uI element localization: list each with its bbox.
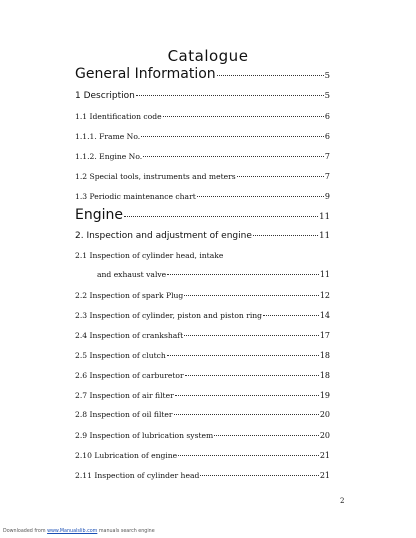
toc-leader [175,395,319,396]
toc-entry-label: 1.2 Special tools, instruments and meters [75,172,236,181]
toc-leader [167,355,319,356]
toc-leader [141,136,324,137]
toc-entry [75,451,330,460]
toc-entry [75,132,330,141]
footer-suffix: manuals search engine [98,529,155,534]
toc-entry-label: 2.5 Inspection of clutch [75,351,166,360]
toc-entry [75,66,330,82]
manualslib-link[interactable]: www.Manualslib.com [47,529,98,534]
toc-leader [253,235,318,236]
toc-entry-label: 2.6 Inspection of carburetor [75,371,184,380]
toc-entry-page: 17 [319,331,330,340]
toc-entry [75,391,330,400]
toc-leader [167,274,319,275]
toc-entry-page: 18 [319,351,330,360]
page-title: Catalogue [167,47,249,65]
toc-leader [184,295,319,296]
toc-entry-label: 2.10 Lubrication of engine [75,451,178,460]
toc-entry [75,207,330,223]
toc-entry [75,152,330,161]
toc-entry [75,291,330,300]
toc-entry-label: 2.2 Inspection of spark Plug [75,291,184,300]
toc-entry [75,351,330,360]
toc-leader [184,335,319,336]
toc-entry-page: 11 [319,231,330,241]
toc-entry-page: 12 [319,291,330,300]
toc-leader [185,375,319,376]
toc-entry-page: 7 [324,152,330,161]
toc-entry-label: 2.11 Inspection of cylinder head [75,471,200,480]
toc-entry-page: 6 [324,112,330,121]
toc-leader [197,196,324,197]
toc-entry [75,172,330,181]
toc-entry-page: 7 [324,172,330,181]
toc-entry-page: 19 [319,391,330,400]
toc-leader [174,414,319,415]
download-footer [3,529,155,534]
toc-leader [263,315,319,316]
toc-entry-page: 6 [324,132,330,141]
toc-entry-page: 21 [319,451,330,460]
toc-entry [75,331,330,340]
toc-entry-page: 18 [319,371,330,380]
toc-entry-page: 14 [319,311,330,320]
toc-entry-label: 1.1 Identification code [75,112,162,121]
toc-leader [214,435,319,436]
toc-leader [124,216,318,217]
toc-entry [75,371,330,380]
toc-entry-label: 2.1 Inspection of cylinder head, intake [75,251,224,260]
toc-entry-page: 20 [319,410,330,419]
toc-entry-page: 11 [319,212,330,222]
footer-prefix: Downloaded from [3,529,46,534]
toc-entry-label: 2.3 Inspection of cylinder, piston and piston ring [75,311,263,320]
toc-entry [75,431,330,440]
toc-leader [143,156,324,157]
toc-leader [136,95,324,96]
toc-leader [200,475,318,476]
toc-entry-page: 20 [319,431,330,440]
toc-entry-page: 5 [324,71,330,81]
toc-entry-label: Engine [75,207,123,223]
toc-entry [75,410,330,419]
toc-entry-label: 2.4 Inspection of crankshaft [75,331,184,340]
toc-entry-page: 11 [319,270,330,279]
toc-entry-label: 2. Inspection and adjustment of engine [75,231,252,241]
toc-entry [75,192,330,201]
toc-entry [75,311,330,320]
toc-entry-label: 1.3 Periodic maintenance chart [75,192,196,201]
toc-entry-label: General Information [75,66,216,82]
toc-entry-label: 1.1.1. Frame No. [75,132,141,141]
toc-entry-page: 5 [324,91,330,101]
toc-entry-label: 1 Description [75,91,135,101]
toc-leader [178,455,319,456]
toc-entry-page: 9 [324,192,330,201]
toc-leader [237,176,324,177]
toc-entry [75,251,330,260]
toc-entry-label: 1.1.2. Engine No. [75,152,143,161]
page-number: 2 [340,497,345,505]
toc-entry-label: 2.9 Inspection of lubrication system [75,431,214,440]
toc-leader [217,75,324,76]
toc-entry [75,471,330,480]
toc-entry-label: and exhaust valve [97,270,167,279]
toc-entry [75,112,330,121]
toc-entry [75,91,330,101]
toc-entry [75,231,330,241]
toc-leader [163,116,324,117]
toc-entry [75,270,330,279]
toc-entry-page: 21 [319,471,330,480]
toc-entry-label: 2.8 Inspection of oil filter [75,410,173,419]
toc-entry-label: 2.7 Inspection of air filter [75,391,174,400]
